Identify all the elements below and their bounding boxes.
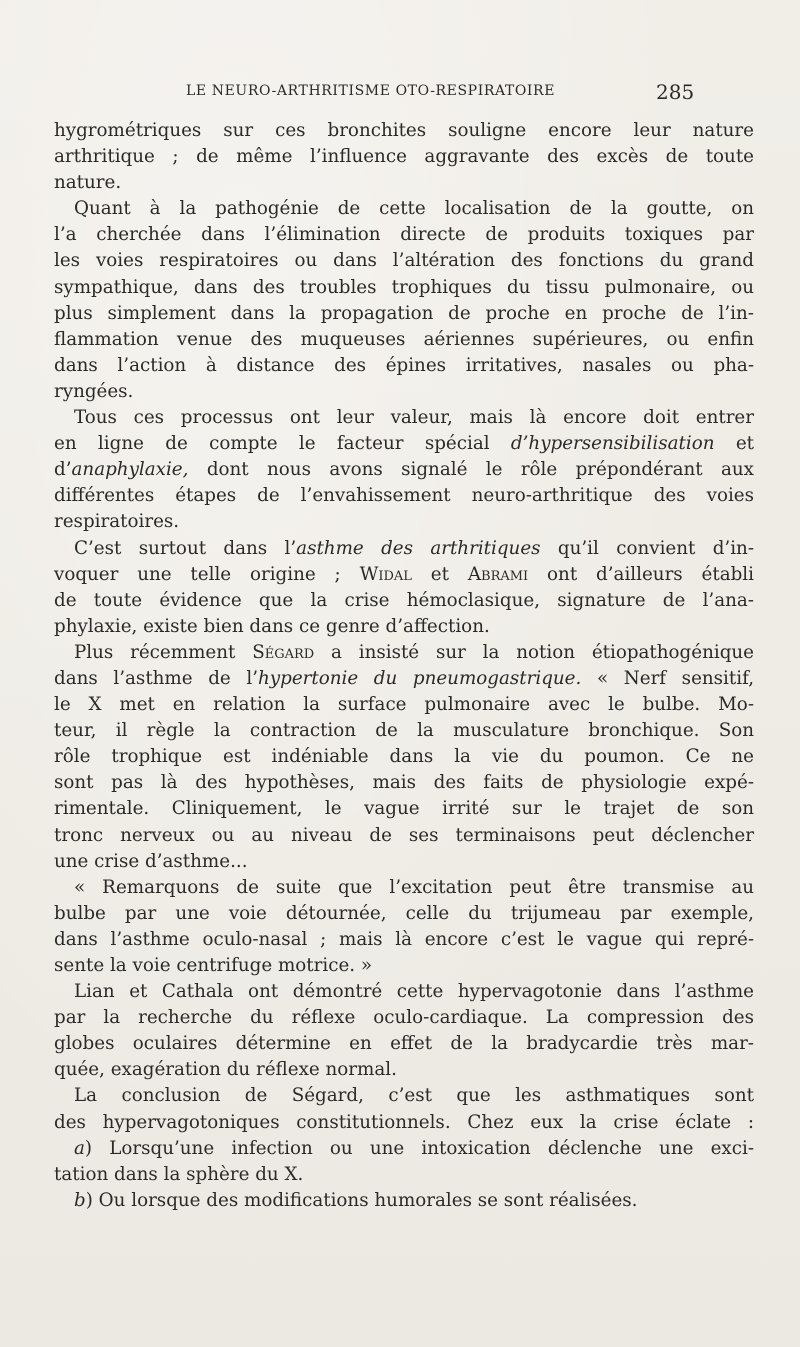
text-line: quée, exagération du réflexe normal.: [54, 1059, 397, 1081]
body-text: [54, 118, 754, 1214]
text-line: dans l’action à distance des épines irritatives, nasales ou pha-: [54, 354, 754, 376]
text-line: rimentale. Cliniquement, le vague irrité sur le trajet de son: [54, 798, 754, 820]
page-header: [186, 80, 746, 104]
italic-text: hypertonie du pneumogastrique.: [258, 667, 582, 689]
text-line: globes oculaires détermine en effet de la bradycardie très mar-: [54, 1033, 754, 1055]
page-number: 285: [656, 80, 695, 104]
text-segment: Plus récemment: [74, 641, 253, 663]
text-line: les voies respiratoires ou dans l’altération des fonctions du grand: [54, 250, 754, 272]
text-line: Quant à la pathogénie de cette localisation de la goutte, on: [74, 198, 754, 220]
text-segment: dans l’asthme de l’: [54, 667, 259, 689]
text-segment: en ligne de compte le facteur spécial: [54, 433, 511, 455]
text-line: [54, 536, 754, 562]
text-line: [54, 640, 754, 666]
running-head: LE NEURO-ARTHRITISME OTO-RESPIRATOIRE: [186, 83, 556, 99]
text-segment: d’: [54, 459, 72, 481]
text-line: [54, 1136, 754, 1162]
text-line: dans l’asthme oculo-nasal ; mais là encore c’est le vague qui repré-: [54, 928, 754, 950]
text-segment: et: [714, 433, 754, 455]
text-segment: ont d’ailleurs établi: [528, 563, 755, 585]
text-segment: C’est surtout dans l’: [74, 537, 297, 559]
text-line: « Remarquons de suite que l’excitation peut être transmise au: [74, 876, 754, 898]
text-segment: et: [411, 563, 468, 585]
small-caps-name: Widal: [359, 563, 412, 585]
text-line: par la recherche du réflexe oculo-cardiaque. La compression des: [54, 1007, 754, 1029]
text-segment: voquer une telle origine ;: [54, 563, 360, 585]
text-line: bulbe par une voie détournée, celle du trijumeau par exemple,: [54, 902, 754, 924]
text-line: rôle trophique est indéniable dans la vie du poumon. Ce ne: [54, 746, 754, 768]
text-line: tronc nerveux ou au niveau de ses terminaisons peut déclencher: [54, 824, 754, 846]
text-line: Lian et Cathala ont démontré cette hypervagotonie dans l’asthme: [74, 981, 754, 1003]
text-line: hygrométriques sur ces bronchites souligne encore leur nature: [54, 120, 754, 141]
text-line: de toute évidence que la crise hémoclasique, signature de l’ana-: [54, 589, 754, 611]
text-segment: a insisté sur la notion étiopathogénique: [314, 641, 754, 663]
italic-text: d’hypersensibilisation: [510, 433, 715, 455]
text-line: sont pas là des hypothèses, mais des faits de physiologie expé-: [54, 772, 754, 794]
text-line: ryngées.: [54, 380, 134, 402]
text-line: [54, 457, 754, 483]
text-line: [54, 431, 754, 457]
text-line: plus simplement dans la propagation de proche en proche de l’in-: [54, 302, 754, 324]
text-line: [54, 666, 754, 692]
text-line: [54, 562, 754, 588]
text-line: La conclusion de Ségard, c’est que les asthmatiques sont: [74, 1085, 754, 1107]
text-line: une crise d’asthme...: [54, 850, 248, 872]
italic-text: asthme des arthritiques: [296, 537, 541, 559]
small-caps-name: Ségard: [252, 641, 315, 663]
text-segment: qu’il convient d’in-: [540, 537, 755, 559]
text-line: le X met en relation la surface pulmonaire avec le bulbe. Mo-: [54, 694, 754, 716]
italic-text: anaphylaxie,: [71, 459, 189, 481]
text-line: nature.: [54, 172, 122, 194]
text-line: sympathique, dans des troubles trophiques du tissu pulmonaire, ou: [54, 276, 754, 298]
text-segment: ) Lorsqu’une infection ou une intoxication déclenche une exci-: [84, 1137, 754, 1159]
text-line: [54, 1188, 754, 1214]
text-line: sente la voie centrifuge motrice. »: [54, 955, 373, 976]
text-line: différentes étapes de l’envahissement neuro-arthritique des voies: [54, 485, 754, 507]
text-line: Tous ces processus ont leur valeur, mais là encore doit entrer: [74, 407, 754, 429]
text-line: arthritique ; de même l’influence aggravante des excès de toute: [54, 146, 754, 168]
italic-text: b: [74, 1189, 86, 1211]
italic-text: a: [74, 1137, 85, 1159]
text-line: des hypervagotoniques constitutionnels. Chez eux la crise éclate :: [54, 1111, 754, 1133]
text-line: tation dans la sphère du X.: [54, 1163, 304, 1185]
text-segment: « Nerf sensitif,: [581, 667, 755, 689]
text-line: phylaxie, existe bien dans ce genre d’affection.: [54, 615, 490, 637]
text-line: l’a cherchée dans l’élimination directe de produits toxiques par: [54, 224, 754, 246]
small-caps-name: Abrami: [467, 563, 529, 585]
text-segment: ) Ou lorsque des modifications humorales se sont réalisées.: [85, 1189, 638, 1211]
text-line: flammation venue des muqueuses aériennes supérieures, ou enfin: [54, 328, 754, 350]
text-segment: dont nous avons signalé le rôle prépondérant aux: [188, 459, 754, 481]
text-line: teur, il règle la contraction de la musculature bronchique. Son: [54, 720, 754, 742]
text-line: respiratoires.: [54, 511, 180, 533]
